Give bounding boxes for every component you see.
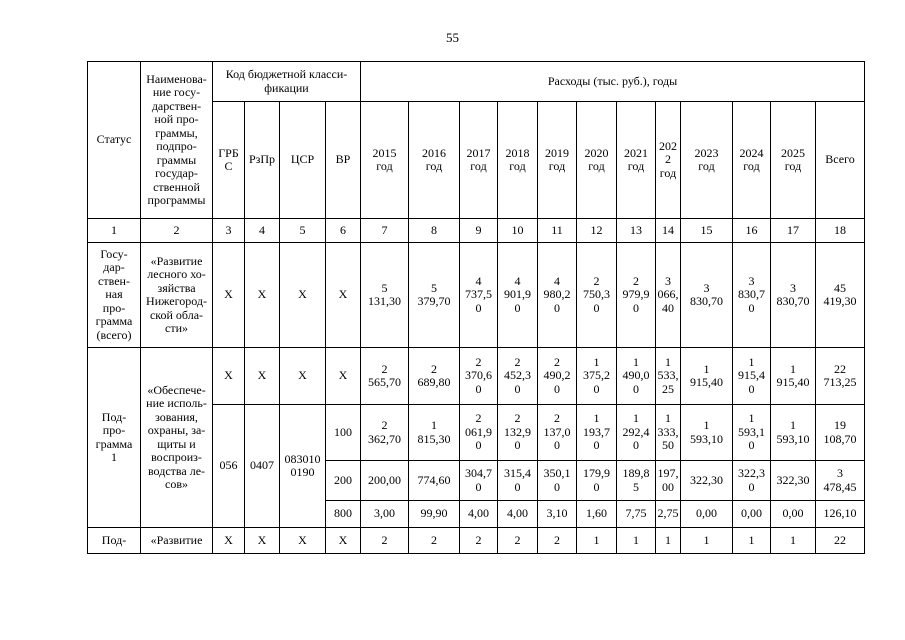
header-year: 2015 год <box>361 102 409 219</box>
column-number: 13 <box>617 219 656 243</box>
value-cell: 45 419,30 <box>816 243 865 348</box>
column-number: 16 <box>733 219 771 243</box>
value-cell: 1 915,40 <box>771 348 816 405</box>
subprogram-name: «Развитие <box>141 528 213 554</box>
header-year: 202 2 год <box>656 102 681 219</box>
value-cell: 322,30 <box>771 461 816 501</box>
column-number: 15 <box>681 219 733 243</box>
subprogram-status: Под- <box>88 528 141 554</box>
code-cell: X <box>213 243 245 348</box>
code-cell: 056 <box>213 405 245 528</box>
value-cell: 2 370,6 0 <box>460 348 498 405</box>
code-cell: X <box>326 348 361 405</box>
value-cell: 4,00 <box>460 501 498 528</box>
header-total: Всего <box>816 102 865 219</box>
value-cell: 1 593,1 0 <box>733 405 771 461</box>
value-cell: 4,00 <box>498 501 538 528</box>
header-year: 2017 год <box>460 102 498 219</box>
header-name: Наименова- ние госу- дарствен- ной про- граммы, подпро- граммы государ- ственной программы <box>141 62 213 219</box>
code-cell: X <box>280 528 326 554</box>
value-cell: 3,10 <box>538 501 577 528</box>
column-number: 1 <box>88 219 141 243</box>
value-cell: 1 593,10 <box>771 405 816 461</box>
program-status: Госу- дар- ствен- ная про- грамма (всего) <box>88 243 141 348</box>
header-grbs: ГРБ С <box>213 102 245 219</box>
value-cell: 4 737,5 0 <box>460 243 498 348</box>
column-number: 6 <box>326 219 361 243</box>
value-cell: 2 <box>538 528 577 554</box>
value-cell: 179,9 0 <box>577 461 617 501</box>
budget-table <box>87 61 865 554</box>
value-cell: 0,00 <box>771 501 816 528</box>
column-number: 11 <box>538 219 577 243</box>
subprogram-name: «Обеспече- ние исполь- зования, охраны, за- щиты и воспроиз- водства ле- сов» <box>141 348 213 528</box>
value-cell: 197, 00 <box>656 461 681 501</box>
value-cell: 1 <box>681 528 733 554</box>
value-cell: 1 <box>656 528 681 554</box>
value-cell: 200,00 <box>361 461 409 501</box>
header-expenses: Расходы (тыс. руб.), годы <box>361 62 865 102</box>
value-cell: 3 066, 40 <box>656 243 681 348</box>
value-cell: 1,60 <box>577 501 617 528</box>
value-cell: 315,4 0 <box>498 461 538 501</box>
code-cell: X <box>245 348 280 405</box>
value-cell: 3,00 <box>361 501 409 528</box>
value-cell: 2 <box>498 528 538 554</box>
value-cell: 2 061,9 0 <box>460 405 498 461</box>
header-status: Статус <box>88 62 141 219</box>
header-row-1 <box>88 62 865 102</box>
value-cell: 3 830,70 <box>681 243 733 348</box>
column-number-row <box>88 219 865 243</box>
value-cell: 1 193,7 0 <box>577 405 617 461</box>
header-year: 2025 год <box>771 102 816 219</box>
value-cell: 2 565,70 <box>361 348 409 405</box>
value-cell: 2 490,2 0 <box>538 348 577 405</box>
value-cell: 2 <box>409 528 460 554</box>
code-cell: 200 <box>326 461 361 501</box>
value-cell: 126,10 <box>816 501 865 528</box>
code-cell: 100 <box>326 405 361 461</box>
value-cell: 1 375,2 0 <box>577 348 617 405</box>
value-cell: 1 292,4 0 <box>617 405 656 461</box>
code-cell: 0407 <box>245 405 280 528</box>
column-number: 12 <box>577 219 617 243</box>
subprogram-status: Под- про- грамма 1 <box>88 348 141 528</box>
column-number: 4 <box>245 219 280 243</box>
code-cell: X <box>245 528 280 554</box>
value-cell: 1 <box>733 528 771 554</box>
program-name: «Развитие лесного хо- зяйства Нижегород- ской обла- сти» <box>141 243 213 348</box>
column-number: 3 <box>213 219 245 243</box>
value-cell: 0,00 <box>681 501 733 528</box>
value-cell: 2 362,70 <box>361 405 409 461</box>
value-cell: 2 452,3 0 <box>498 348 538 405</box>
column-number: 17 <box>771 219 816 243</box>
column-number: 14 <box>656 219 681 243</box>
code-cell: X <box>326 528 361 554</box>
program-row <box>88 243 865 348</box>
header-rzpr: РзПр <box>245 102 280 219</box>
value-cell: 1 <box>771 528 816 554</box>
value-cell: 1 915,4 0 <box>733 348 771 405</box>
value-cell: 322,3 0 <box>733 461 771 501</box>
value-cell: 2 137,0 0 <box>538 405 577 461</box>
value-cell: 7,75 <box>617 501 656 528</box>
code-cell: X <box>280 348 326 405</box>
value-cell: 5 131,30 <box>361 243 409 348</box>
value-cell: 3 478,45 <box>816 461 865 501</box>
page-number: 55 <box>446 30 459 45</box>
value-cell: 2,75 <box>656 501 681 528</box>
value-cell: 2 689,80 <box>409 348 460 405</box>
header-year: 2020 год <box>577 102 617 219</box>
column-number: 2 <box>141 219 213 243</box>
value-cell: 2 750,3 0 <box>577 243 617 348</box>
code-cell: X <box>213 348 245 405</box>
value-cell: 2 <box>361 528 409 554</box>
value-cell: 1 915,40 <box>681 348 733 405</box>
code-cell: X <box>245 243 280 348</box>
value-cell: 19 108,70 <box>816 405 865 461</box>
value-cell: 5 379,70 <box>409 243 460 348</box>
value-cell: 350,1 0 <box>538 461 577 501</box>
value-cell: 1 533, 25 <box>656 348 681 405</box>
header-csr: ЦСР <box>280 102 326 219</box>
value-cell: 3 830,7 0 <box>733 243 771 348</box>
code-cell: 800 <box>326 501 361 528</box>
column-number: 18 <box>816 219 865 243</box>
value-cell: 1 <box>617 528 656 554</box>
value-cell: 22 <box>816 528 865 554</box>
value-cell: 1 593,10 <box>681 405 733 461</box>
header-year: 2016 год <box>409 102 460 219</box>
header-year: 2019 год <box>538 102 577 219</box>
code-cell: X <box>213 528 245 554</box>
header-year: 2024 год <box>733 102 771 219</box>
value-cell: 99,90 <box>409 501 460 528</box>
code-cell: X <box>326 243 361 348</box>
value-cell: 189,8 5 <box>617 461 656 501</box>
header-budget-code: Код бюджетной класси- фикации <box>213 62 361 102</box>
value-cell: 1 815,30 <box>409 405 460 461</box>
column-number: 5 <box>280 219 326 243</box>
value-cell: 4 980,2 0 <box>538 243 577 348</box>
column-number: 7 <box>361 219 409 243</box>
value-cell: 2 132,9 0 <box>498 405 538 461</box>
column-number: 10 <box>498 219 538 243</box>
value-cell: 0,00 <box>733 501 771 528</box>
value-cell: 2 979,9 0 <box>617 243 656 348</box>
header-year: 2021 год <box>617 102 656 219</box>
value-cell: 322,30 <box>681 461 733 501</box>
value-cell: 22 713,25 <box>816 348 865 405</box>
subprogram-row <box>88 348 865 405</box>
value-cell: 774,60 <box>409 461 460 501</box>
subprogram-row <box>88 528 865 554</box>
value-cell: 1 <box>577 528 617 554</box>
code-cell: 083010 0190 <box>280 405 326 528</box>
value-cell: 1 333, 50 <box>656 405 681 461</box>
value-cell: 3 830,70 <box>771 243 816 348</box>
column-number: 9 <box>460 219 498 243</box>
header-vr: ВР <box>326 102 361 219</box>
header-year: 2018 год <box>498 102 538 219</box>
value-cell: 1 490,0 0 <box>617 348 656 405</box>
code-cell: X <box>280 243 326 348</box>
column-number: 8 <box>409 219 460 243</box>
value-cell: 304,7 0 <box>460 461 498 501</box>
value-cell: 4 901,9 0 <box>498 243 538 348</box>
value-cell: 2 <box>460 528 498 554</box>
header-year: 2023 год <box>681 102 733 219</box>
